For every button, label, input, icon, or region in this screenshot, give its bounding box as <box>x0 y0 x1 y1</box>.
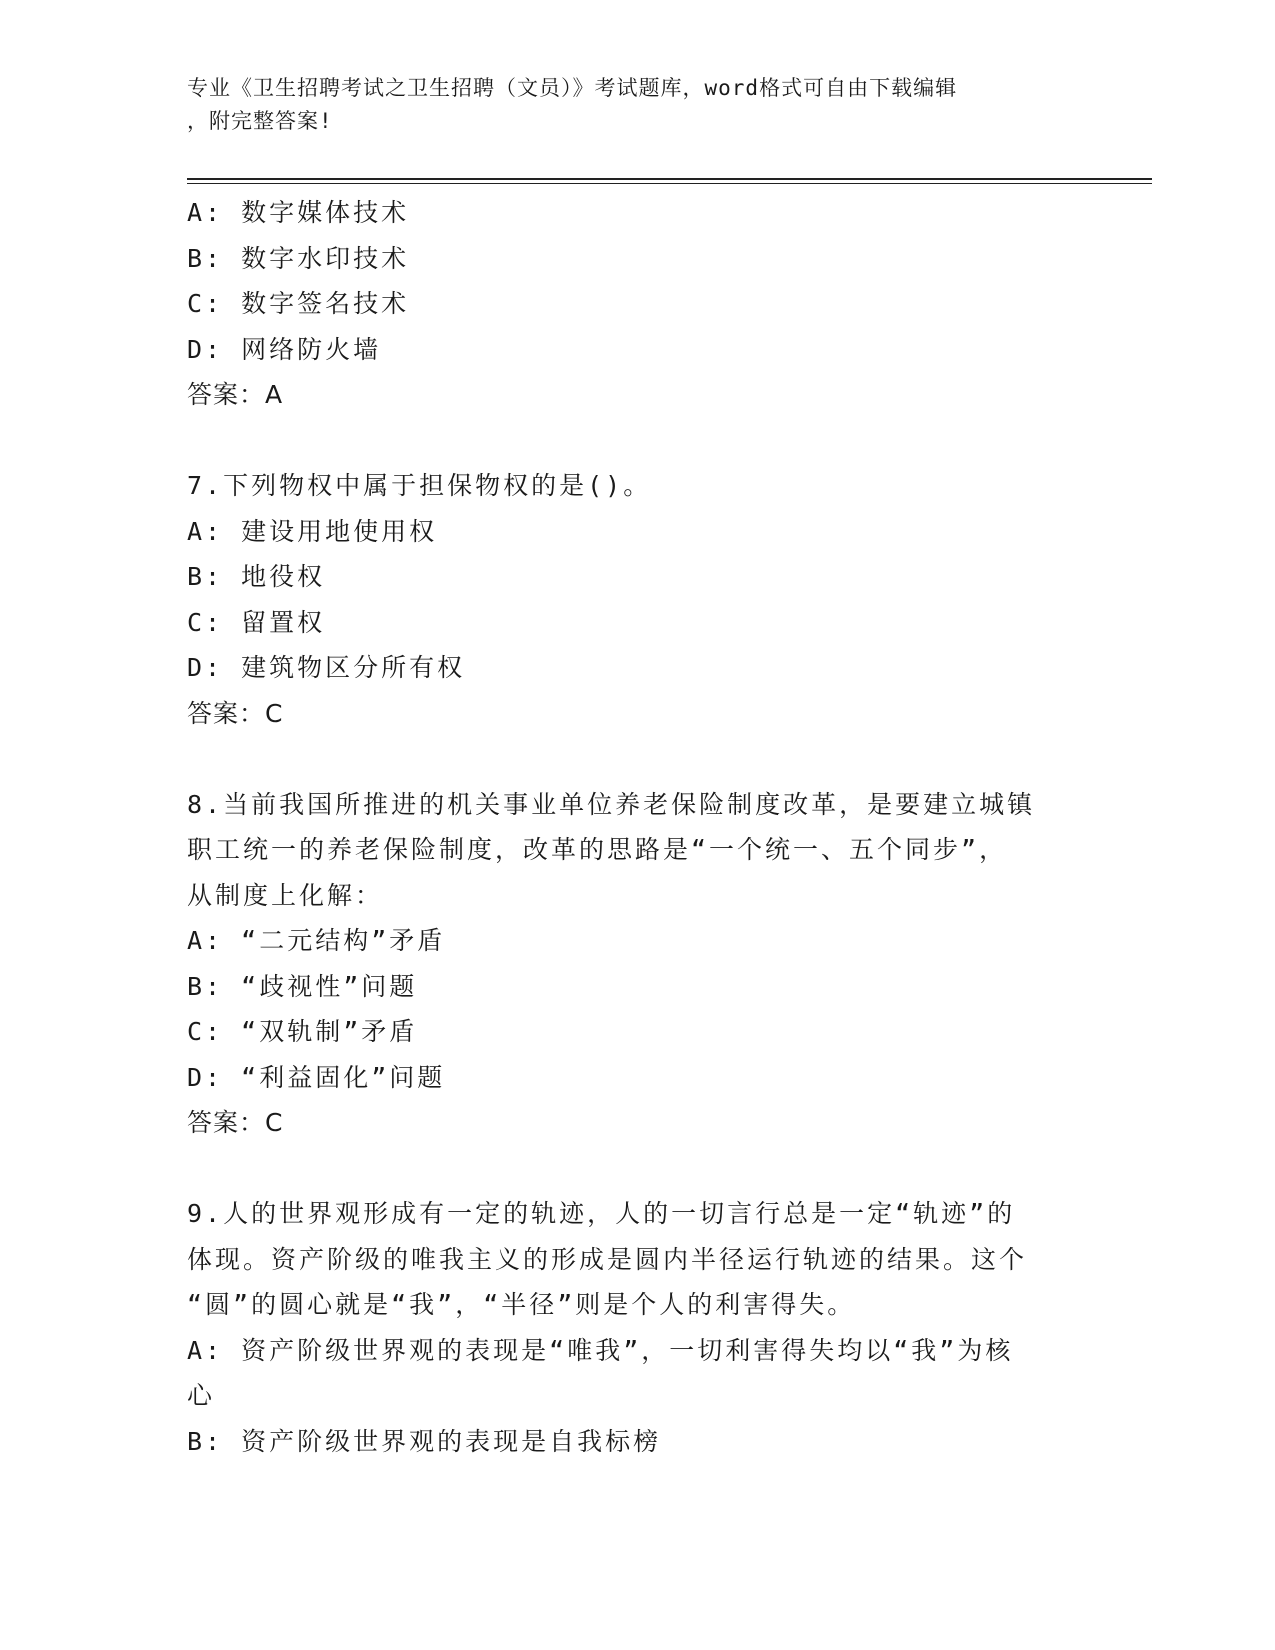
document-header <box>187 72 1087 138</box>
q7-answer: 答案：C <box>187 698 284 728</box>
spacer <box>187 418 1087 464</box>
q6-option-b: B: 数字水印技术 <box>187 243 410 273</box>
q8-option-c: C: “双轨制”矛盾 <box>187 1017 418 1046</box>
q6-option-c: C: 数字签名技术 <box>187 289 410 318</box>
question-7-block <box>187 463 1087 736</box>
q7-question: 7.下列物权中属于担保物权的是()。 <box>187 471 652 500</box>
q8-question-line-3: 从制度上化解： <box>187 880 384 910</box>
q7-option-a: A: 建设用地使用权 <box>187 516 438 546</box>
q9-question-line-1: 9.人的世界观形成有一定的轨迹，人的一切言行总是一定“轨迹”的 <box>187 1199 1016 1228</box>
header-divider-thick <box>187 178 1152 180</box>
question-content <box>187 190 1087 1464</box>
header-title-line-1: 专业《卫生招聘考试之卫生招聘（文员）》考试题库，word格式可自由下载编辑 <box>187 76 958 100</box>
q8-option-d: D: “利益固化”问题 <box>187 1062 446 1092</box>
q9-option-b: B: 资产阶级世界观的表现是自我标榜 <box>187 1426 662 1456</box>
header-title-line-2: ，附完整答案! <box>187 109 333 133</box>
q8-option-a: A: “二元结构”矛盾 <box>187 926 446 955</box>
question-8-block <box>187 782 1087 1146</box>
q8-answer: 答案：C <box>187 1108 284 1137</box>
q6-option-a: A: 数字媒体技术 <box>187 198 410 227</box>
spacer <box>187 736 1087 782</box>
q8-option-b: B: “歧视性”问题 <box>187 971 418 1001</box>
question-9-block <box>187 1191 1087 1464</box>
q9-option-a-line-2: 心 <box>187 1381 216 1410</box>
q7-option-b: B: 地役权 <box>187 562 326 591</box>
header-divider-thin <box>187 183 1152 184</box>
q9-option-a-line-1: A: 资产阶级世界观的表现是“唯我”，一切利害得失均以“我”为核 <box>187 1335 1014 1365</box>
question-6-block <box>187 190 1087 418</box>
q8-question-line-1: 8.当前我国所推进的机关事业单位养老保险制度改革，是要建立城镇 <box>187 789 1036 819</box>
q9-question-line-3: “圆”的圆心就是“我”，“半径”则是个人的利害得失。 <box>187 1290 856 1319</box>
q7-option-d: D: 建筑物区分所有权 <box>187 653 466 682</box>
q6-answer: 答案：A <box>187 380 284 409</box>
q8-question-line-2: 职工统一的养老保险制度，改革的思路是“一个统一、五个同步”， <box>187 835 1008 864</box>
q9-question-line-2: 体现。资产阶级的唯我主义的形成是圆内半径运行轨迹的结果。这个 <box>187 1244 1028 1274</box>
spacer <box>187 1146 1087 1192</box>
q7-option-c: C: 留置权 <box>187 607 326 637</box>
q6-option-d: D: 网络防火墙 <box>187 334 382 364</box>
